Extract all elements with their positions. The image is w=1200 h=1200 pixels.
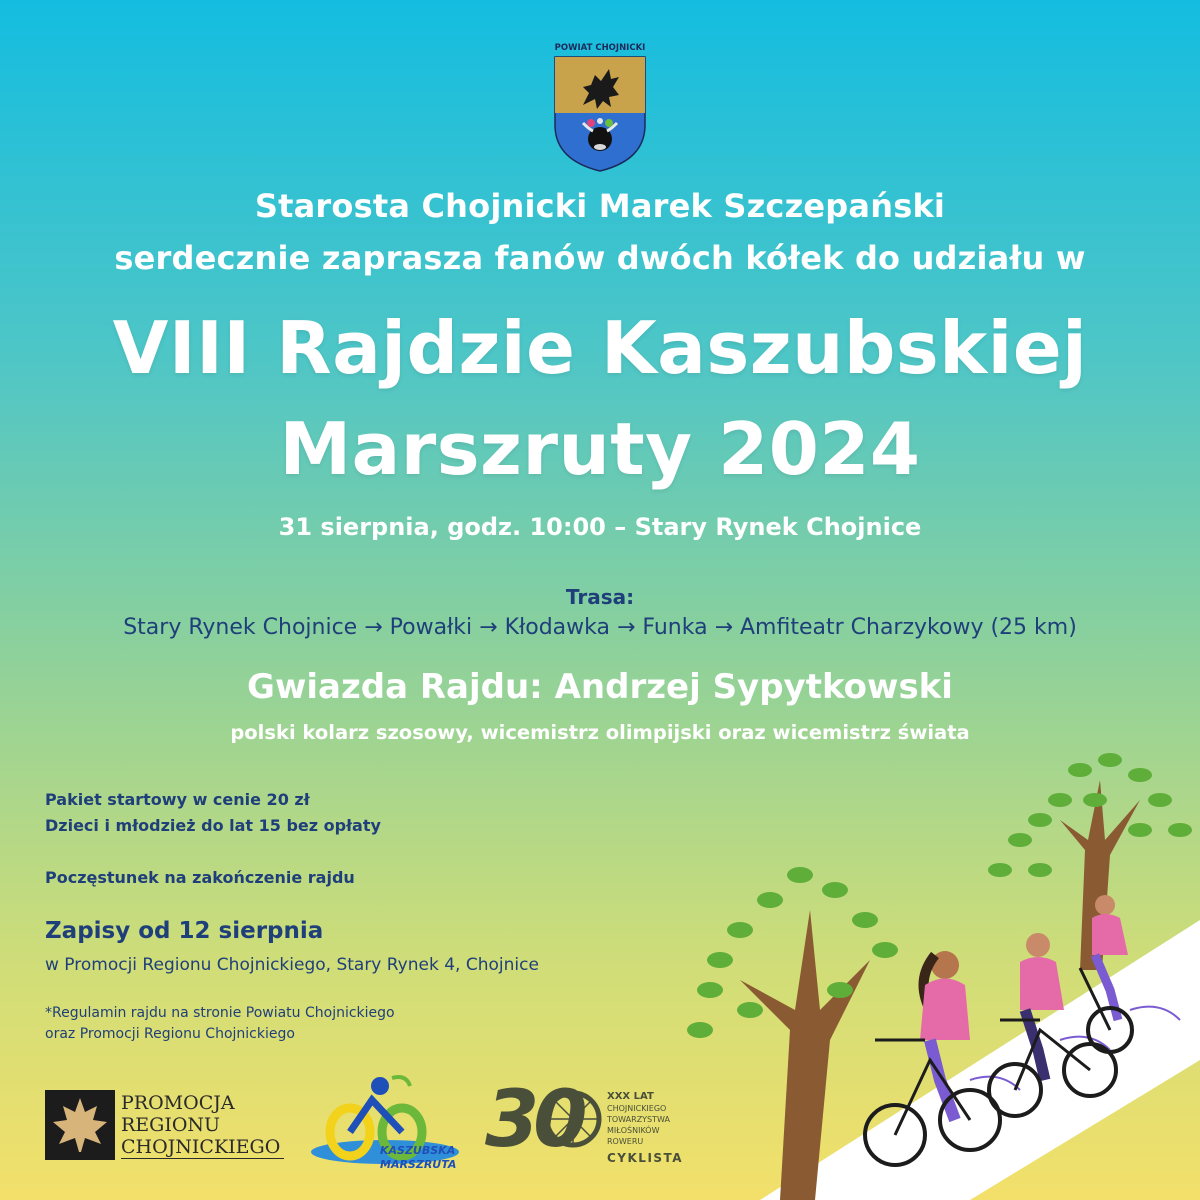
- registration-heading: Zapisy od 12 sierpnia: [45, 918, 324, 944]
- invitation-line-2: serdecznie zaprasza fanów dwóch kółek do udziału w: [114, 239, 1086, 277]
- promocja-line-3: CHOJNICKIEGO: [121, 1136, 284, 1159]
- children-free-note: Dzieci i młodzież do lat 15 bez opłaty: [45, 816, 381, 835]
- bicycle-wheel-icon: [543, 1089, 603, 1149]
- tree-icon: [988, 753, 1192, 970]
- route-label: Trasa:: [565, 585, 635, 609]
- kaszubska-logo: [310, 1070, 470, 1180]
- maple-leaf-icon: [45, 1090, 115, 1160]
- event-title-line-2: Marszruty 2024: [279, 407, 921, 491]
- promocja-line-2: REGIONU: [121, 1114, 221, 1136]
- cyklista-numeral: 30: [485, 1075, 582, 1165]
- kaszubska-line-1: KASZUBSKA: [380, 1144, 456, 1157]
- promocja-line-1: PROMOCJA: [121, 1092, 235, 1114]
- registration-place: w Promocji Regionu Chojnickiego, Stary Rynek 4, Chojnice: [45, 955, 539, 975]
- rules-note-line-1: *Regulamin rajdu na stronie Powiatu Chojnickiego: [45, 1005, 395, 1021]
- coat-of-arms-icon: [553, 55, 647, 173]
- cyklista-line-5: ROWERU: [607, 1137, 644, 1146]
- promocja-logo: [45, 1060, 290, 1160]
- starter-pack-price: Pakiet startowy w cenie 20 zł: [45, 790, 310, 809]
- cyklista-line-1: XXX LAT: [607, 1091, 654, 1102]
- rules-note-line-2: oraz Promocji Regionu Chojnickiego: [45, 1026, 295, 1042]
- star-heading: Gwiazda Rajdu: Andrzej Sypytkowski: [247, 667, 953, 707]
- event-title-line-1: VIII Rajdzie Kaszubskiej: [112, 306, 1088, 390]
- route-text: Stary Rynek Chojnice → Powałki → Kłodawka → Funka → Amfiteatr Charzykowy (25 km): [123, 615, 1077, 640]
- star-description: polski kolarz szosowy, wicemistrz olimpijski oraz wicemistrz świata: [230, 721, 970, 744]
- cyklista-line-2: CHOJNICKIEGO: [607, 1104, 667, 1113]
- refreshments-note: Poczęstunek na zakończenie rajdu: [45, 868, 355, 887]
- cyklista-line-3: TOWARZYSTWA: [607, 1115, 670, 1124]
- crest-label: POWIAT CHOJNICKI: [554, 43, 646, 53]
- cyclists-illustration: [640, 740, 1200, 1200]
- event-date: 31 sierpnia, godz. 10:00 – Stary Rynek Chojnice: [278, 513, 922, 541]
- kaszubska-line-2: MARSZRUTA: [380, 1158, 457, 1171]
- cyklista-line-4: MIŁOŚNIKÓW: [607, 1126, 660, 1135]
- cyklista-line-6: CYKLISTA: [607, 1151, 684, 1165]
- invitation-line-1: Starosta Chojnicki Marek Szczepański: [254, 187, 946, 225]
